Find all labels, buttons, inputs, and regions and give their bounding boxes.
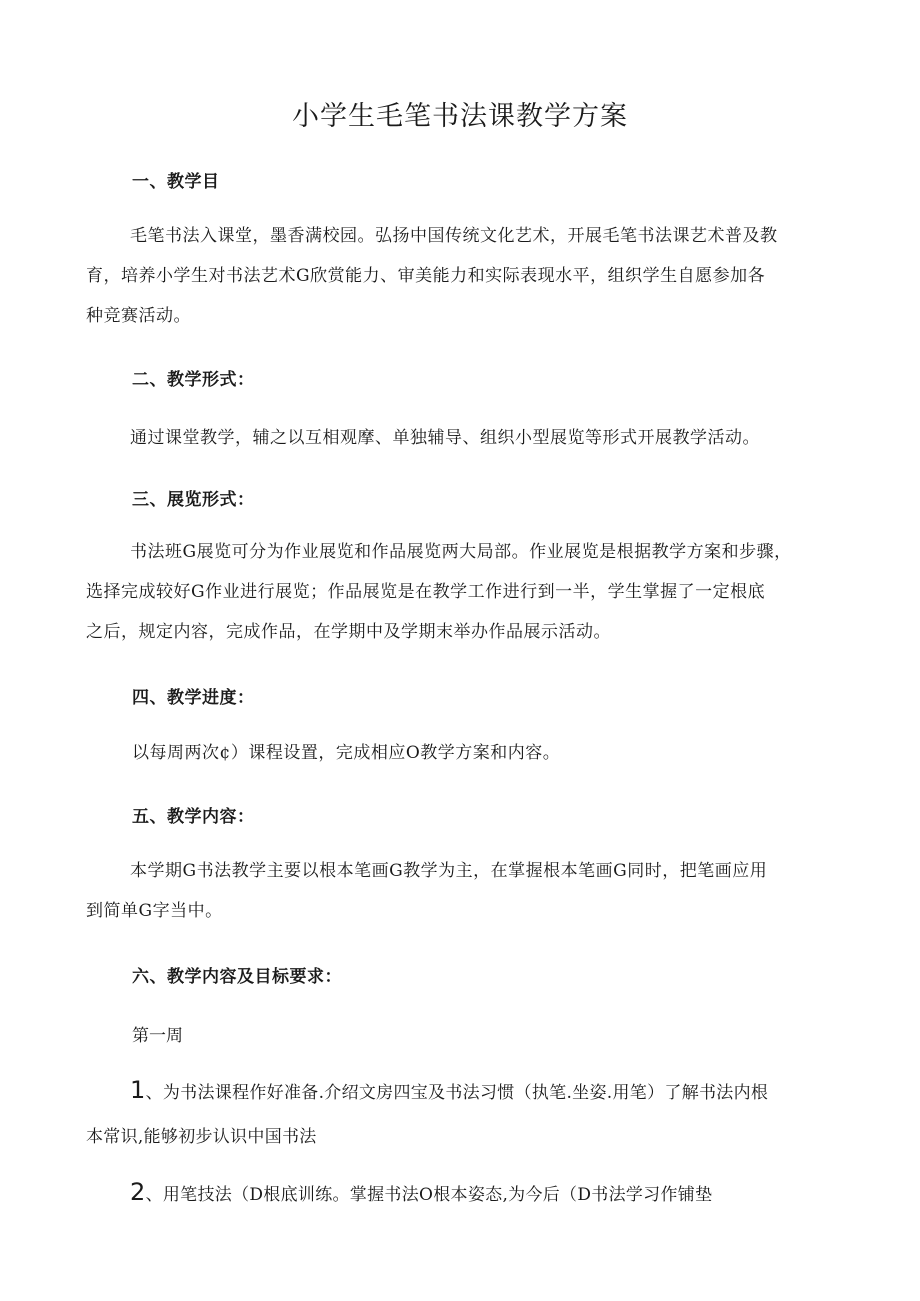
week-label: 第一周: [132, 1026, 183, 1046]
list-item-text: 、为书法课程作好准备.介绍文房四宝及书法习惯（执笔.坐姿.用笔）了解书法内根: [145, 1083, 769, 1103]
list-item-line: [86, 1068, 846, 1115]
list-item-line: 本常识,能够初步认识中国书法: [86, 1127, 317, 1147]
section-paragraph-2: [86, 418, 838, 458]
list-item-line: [86, 1170, 846, 1217]
paragraph-line: 毛笔书法入课堂，墨香满校园。弘扬中国传统文化艺术，开展毛笔书法课艺术普及教: [130, 226, 778, 246]
section-paragraph-4: [86, 733, 838, 773]
section-paragraph-1: [86, 216, 838, 336]
section-heading-5: 五、教学内容：: [132, 807, 255, 827]
paragraph-line: 种竞赛活动。: [86, 306, 191, 326]
section-paragraph-3: [86, 532, 838, 652]
list-item-number: 1: [130, 1076, 146, 1104]
list-item-number: 2: [130, 1178, 146, 1206]
section-heading-4: 四、教学进度：: [132, 688, 255, 708]
paragraph-line: 选择完成较好G作业进行展览；作品展览是在教学工作进行到一半，学生掌握了一定根底: [86, 582, 766, 602]
paragraph-line: 书法班G展览可分为作业展览和作品展览两大局部。作业展览是根据教学方案和步骤，: [130, 542, 792, 562]
section-heading-1: 一、教学目: [132, 172, 220, 192]
list-item-text: 、用笔技法（D根底训练。掌握书法O根本姿态,为今后（D书法学习作铺垫: [145, 1185, 713, 1205]
list-item-1: [86, 1068, 846, 1159]
section-heading-6: 六、教学内容及目标要求：: [132, 967, 342, 987]
page-title: 小学生毛笔书法课教学方案: [292, 101, 628, 132]
section-heading-2: 二、教学形式：: [132, 370, 255, 390]
paragraph-line: 育，培养小学生对书法艺术G欣赏能力、审美能力和实际表现水平，组织学生自愿参加各: [86, 266, 766, 286]
paragraph-line: 之后，规定内容，完成作品，在学期中及学期末举办作品展示活动。: [86, 622, 611, 642]
paragraph-line: 到简单G字当中。: [86, 901, 223, 921]
paragraph-line: 通过课堂教学，辅之以互相观摩、单独辅导、组织小型展览等形式开展教学活动。: [130, 428, 760, 448]
section-paragraph-5: [86, 851, 838, 931]
paragraph-line: 本学期G书法教学主要以根本笔画G教学为主，在掌握根本笔画G同时，把笔画应用: [130, 861, 768, 881]
section-heading-3: 三、展览形式：: [132, 490, 255, 510]
list-item-2: [86, 1170, 846, 1217]
paragraph-line: 以每周两次¢）课程设置，完成相应O教学方案和内容。: [132, 743, 561, 763]
